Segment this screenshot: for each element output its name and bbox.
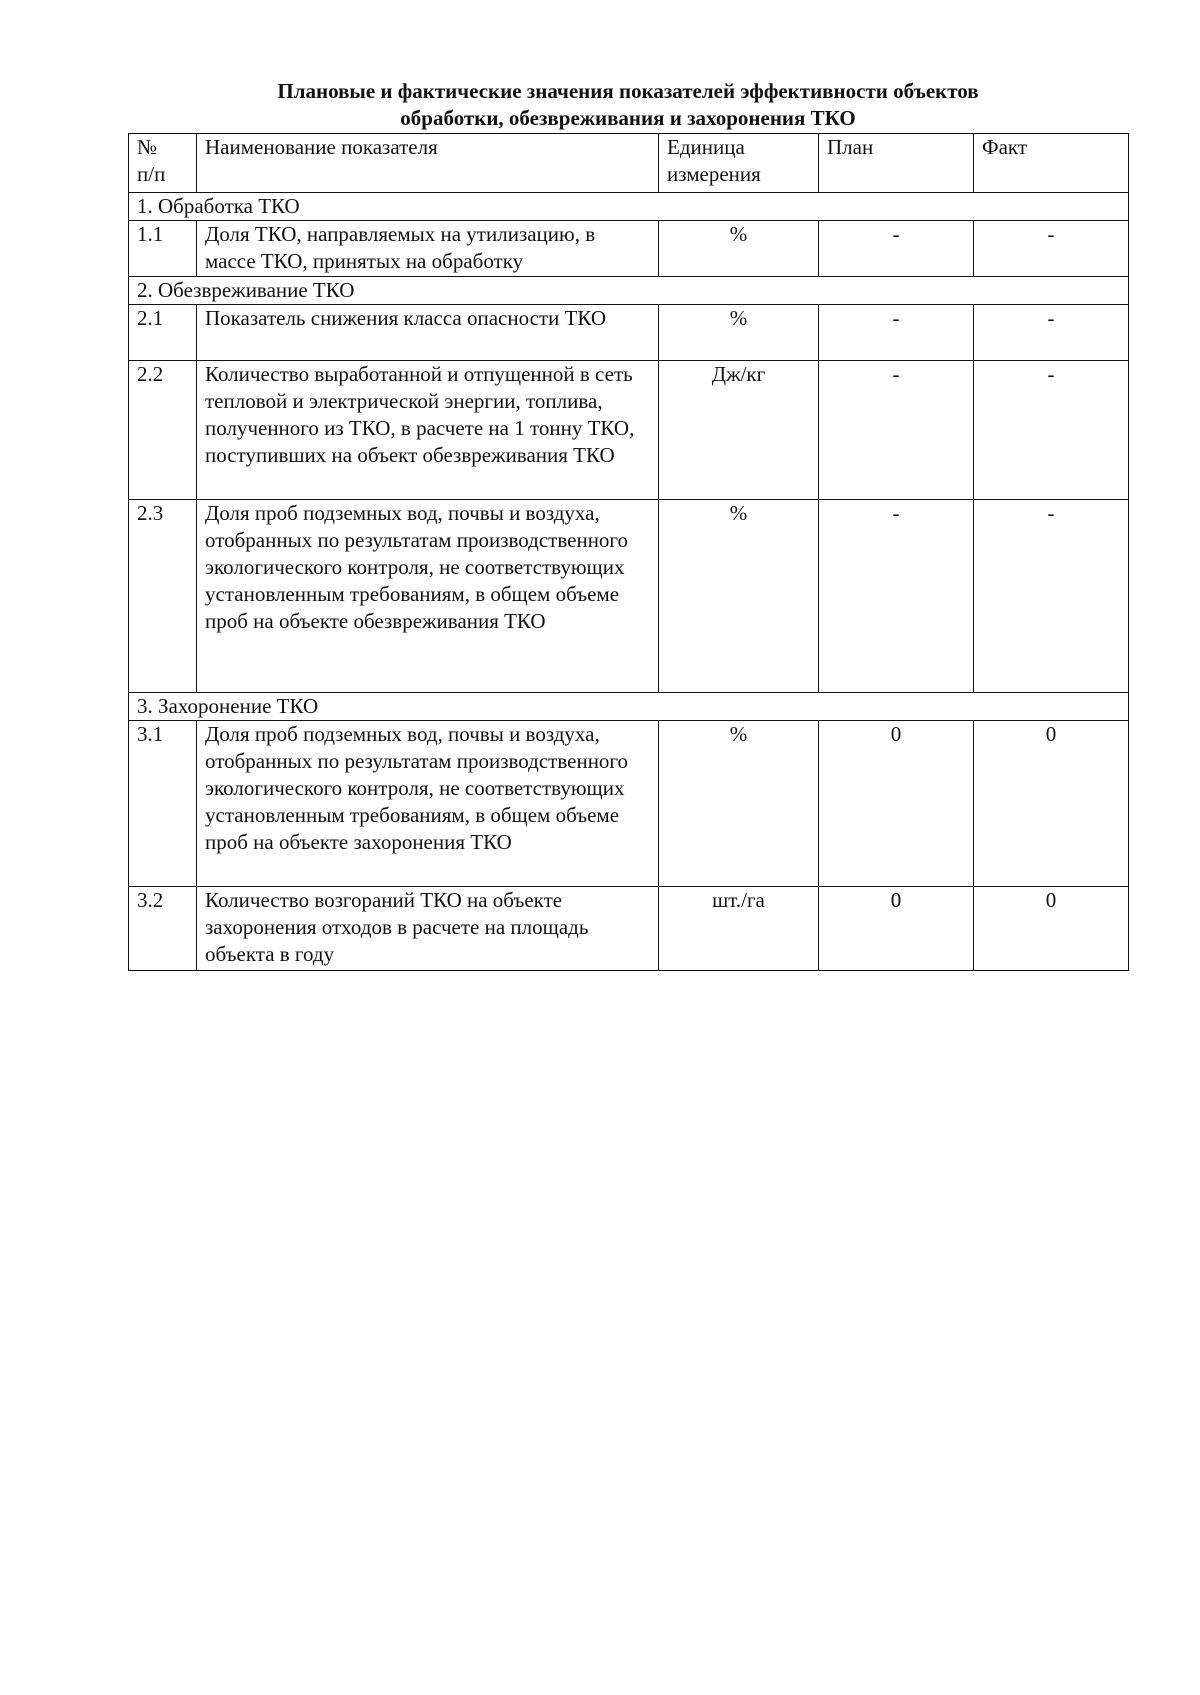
row-plan: - bbox=[819, 361, 974, 500]
header-num-cell bbox=[129, 134, 197, 193]
section-row bbox=[129, 277, 1129, 305]
row-plan: - bbox=[819, 221, 974, 277]
table-row bbox=[129, 887, 1129, 971]
table-row bbox=[129, 305, 1129, 361]
page-title-line-1: Плановые и фактические значения показателей эффективности объектов bbox=[277, 79, 979, 103]
row-num: 2.3 bbox=[129, 500, 197, 693]
row-plan: 0 bbox=[819, 721, 974, 887]
row-num: 3.1 bbox=[129, 721, 197, 887]
header-num-line-2: п/п bbox=[137, 162, 166, 186]
table-row bbox=[129, 221, 1129, 277]
row-fact: - bbox=[974, 221, 1129, 277]
row-unit: шт./га bbox=[659, 887, 819, 971]
row-name: Доля проб подземных вод, почвы и воздуха, отобранных по результатам производственного экологического контроля, не соответствующих установленным требованиям, в общем объеме проб на объекте захоронения ТКО bbox=[197, 721, 659, 887]
row-num: 1.1 bbox=[129, 221, 197, 277]
table-header-row bbox=[129, 134, 1129, 193]
table-row bbox=[129, 361, 1129, 500]
row-fact: - bbox=[974, 500, 1129, 693]
section-row bbox=[129, 693, 1129, 721]
page-title bbox=[128, 78, 1128, 132]
page-title-line-2: обработки, обезвреживания и захоронения ТКО bbox=[400, 106, 856, 130]
row-name: Доля ТКО, направляемых на утилизацию, в массе ТКО, принятых на обработку bbox=[197, 221, 659, 277]
header-unit-line-1: Единица bbox=[667, 135, 745, 159]
section-title: 1. Обработка ТКО bbox=[129, 193, 1129, 221]
row-name: Количество выработанной и отпущенной в сеть тепловой и электрической энергии, топлива, полученного из ТКО, в расчете на 1 тонну ТКО, поступивших на объект обезвреживания ТКО bbox=[197, 361, 659, 500]
row-name: Показатель снижения класса опасности ТКО bbox=[197, 305, 659, 361]
row-unit: % bbox=[659, 500, 819, 693]
section-title: 3. Захоронение ТКО bbox=[129, 693, 1129, 721]
row-name: Количество возгораний ТКО на объекте захоронения отходов в расчете на площадь объекта в году bbox=[197, 887, 659, 971]
row-plan: 0 bbox=[819, 887, 974, 971]
row-num: 2.1 bbox=[129, 305, 197, 361]
row-unit: % bbox=[659, 221, 819, 277]
table-row bbox=[129, 500, 1129, 693]
header-num-line-1: № bbox=[137, 135, 158, 159]
row-plan: - bbox=[819, 305, 974, 361]
row-fact: - bbox=[974, 305, 1129, 361]
row-fact: 0 bbox=[974, 887, 1129, 971]
row-fact: - bbox=[974, 361, 1129, 500]
header-unit-line-2: измерения bbox=[667, 162, 761, 186]
indicators-table bbox=[128, 133, 1129, 971]
header-plan-cell: План bbox=[819, 134, 974, 193]
row-plan: - bbox=[819, 500, 974, 693]
section-title: 2. Обезвреживание ТКО bbox=[129, 277, 1129, 305]
header-fact-cell: Факт bbox=[974, 134, 1129, 193]
row-fact: 0 bbox=[974, 721, 1129, 887]
row-unit: Дж/кг bbox=[659, 361, 819, 500]
header-unit-cell bbox=[659, 134, 819, 193]
section-row bbox=[129, 193, 1129, 221]
table-row bbox=[129, 721, 1129, 887]
row-num: 2.2 bbox=[129, 361, 197, 500]
row-unit: % bbox=[659, 305, 819, 361]
row-name: Доля проб подземных вод, почвы и воздуха, отобранных по результатам производственного экологического контроля, не соответствующих установленным требованиям, в общем объеме проб на объекте обезвреживания ТКО bbox=[197, 500, 659, 693]
row-num: 3.2 bbox=[129, 887, 197, 971]
row-unit: % bbox=[659, 721, 819, 887]
header-name-cell: Наименование показателя bbox=[197, 134, 659, 193]
